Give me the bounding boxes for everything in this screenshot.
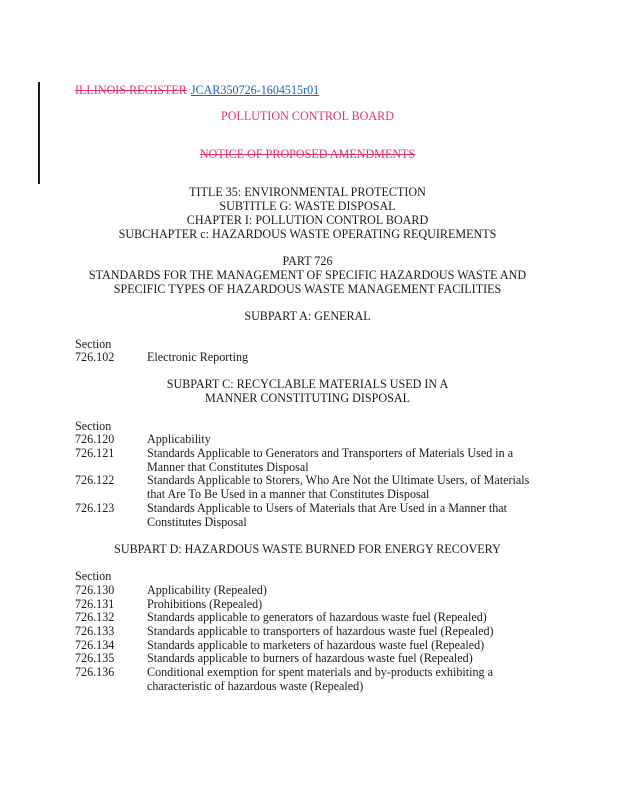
section-title: Prohibitions (Repealed): [147, 597, 263, 611]
subpart-a-heading: SUBPART A: GENERAL: [244, 309, 371, 323]
section-title: Standards Applicable to Storers, Who Are Not the Ultimate Users, of Materials that Are To Be Used in a manner that Constitutes Disposal: [147, 473, 530, 501]
section-title: Standards applicable to transporters of hazardous waste fuel (Repealed): [147, 624, 494, 638]
section-title: Standards Applicable to Generators and Transporters of Materials Used in a Manner that Constitutes Disposal: [147, 446, 514, 474]
section-number: 726.102: [75, 350, 115, 364]
section-number: 726.123: [75, 501, 115, 515]
section-label: Section: [75, 569, 112, 583]
section-number: 726.121: [75, 446, 115, 460]
subpart-c-heading-1: SUBPART C: RECYCLABLE MATERIALS USED IN A: [166, 377, 449, 391]
section-title: Standards applicable to burners of hazardous waste fuel (Repealed): [147, 651, 473, 665]
subpart-c-heading-2: MANNER CONSTITUTING DISPOSAL: [205, 391, 410, 405]
title-line: TITLE 35: ENVIRONMENTAL PROTECTION: [189, 185, 426, 199]
chapter-line: CHAPTER I: POLLUTION CONTROL BOARD: [186, 213, 429, 227]
section-title: Conditional exemption for spent materials and by-products exhibiting a characteristic of hazardous waste (Repealed): [147, 665, 493, 693]
section-number: 726.133: [75, 624, 115, 638]
section-title: Standards applicable to marketers of hazardous waste fuel (Repealed): [147, 638, 485, 652]
register-struck: ILLINOIS REGISTER: [75, 83, 187, 97]
section-number: 726.136: [75, 665, 115, 679]
section-title: Electronic Reporting: [147, 350, 249, 364]
section-title: Applicability: [147, 432, 211, 446]
part-name-line-1: STANDARDS FOR THE MANAGEMENT OF SPECIFIC HAZARDOUS WASTE AND: [88, 268, 527, 282]
section-label: Section: [75, 337, 112, 351]
section-number: 726.132: [75, 610, 115, 624]
section-label: Section: [75, 419, 112, 433]
change-bar: [38, 82, 40, 184]
notice-struck: NOTICE OF PROPOSED AMENDMENTS: [199, 147, 416, 161]
part-name-line-2: SPECIFIC TYPES OF HAZARDOUS WASTE MANAGEMENT FACILITIES: [113, 282, 502, 296]
header-line: [75, 83, 319, 97]
section-number: 726.122: [75, 473, 115, 487]
subtitle-line: SUBTITLE G: WASTE DISPOSAL: [219, 199, 396, 213]
section-number: 726.135: [75, 651, 115, 665]
section-title: Applicability (Repealed): [147, 583, 267, 597]
section-title: Standards Applicable to Users of Materials that Are Used in a Manner that Constitutes Disposal: [147, 501, 508, 529]
section-number: 726.131: [75, 597, 115, 611]
board-heading: POLLUTION CONTROL BOARD: [221, 109, 394, 123]
subchapter-line: SUBCHAPTER c: HAZARDOUS WASTE OPERATING REQUIREMENTS: [118, 227, 497, 241]
part-number: PART 726: [282, 254, 333, 268]
section-number: 726.134: [75, 638, 115, 652]
section-number: 726.130: [75, 583, 115, 597]
section-title: Standards applicable to generators of hazardous waste fuel (Repealed): [147, 610, 487, 624]
doc-code-link[interactable]: JCAR350726-1604515r01: [190, 83, 320, 97]
section-number: 726.120: [75, 432, 115, 446]
subpart-d-heading: SUBPART D: HAZARDOUS WASTE BURNED FOR ENERGY RECOVERY: [114, 542, 501, 556]
